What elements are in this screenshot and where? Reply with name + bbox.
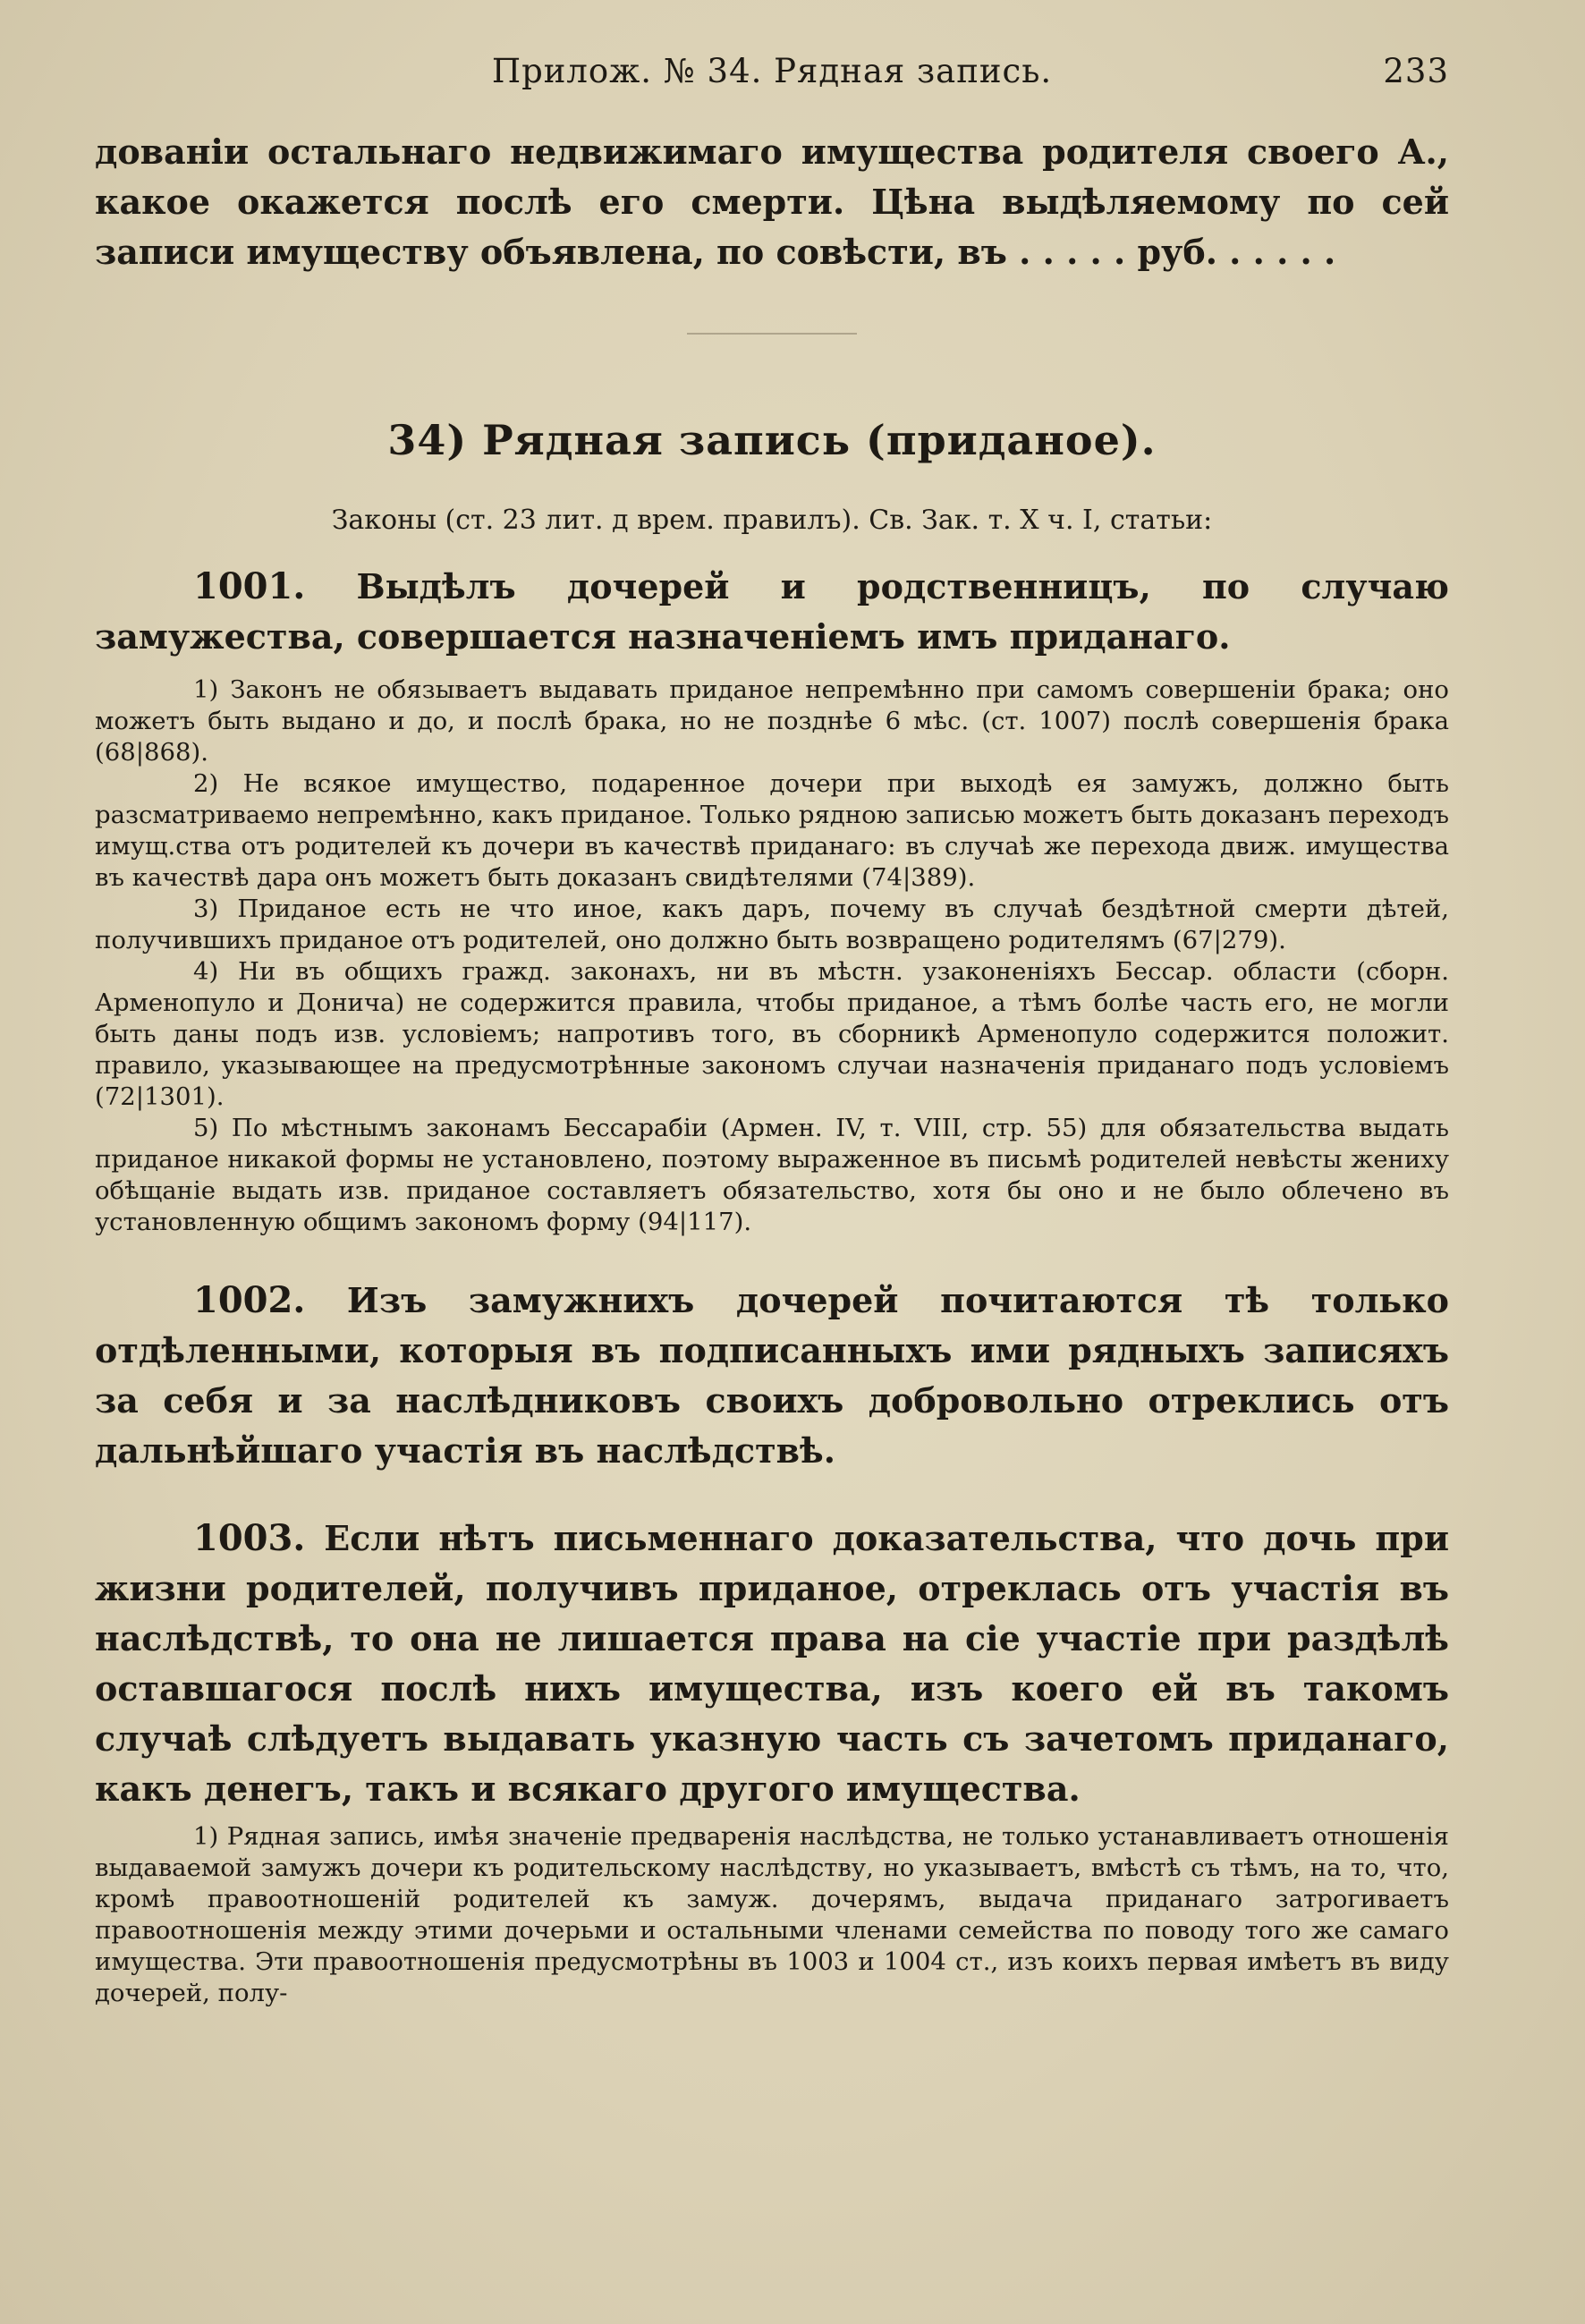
note-1: 1) Рядная запись, имѣя значеніе предваренія наслѣдства, не только устанавливаетъ отношенія выдаваемой замужъ дочери къ родительскому наслѣдству, но указываетъ, вмѣстѣ съ тѣмъ, на то, что, кромѣ правоотношеній родителей къ замуж. дочерямъ, выдача приданаго затрогиваетъ правоотношенія между этими дочерьми и остальными членами семейства по поводу того же самаго имущества. Эти правоотношенія предусмотрѣны въ 1003 и 1004 ст., изъ коихъ первая имѣетъ въ виду дочерей, полу-	[95, 1822, 1449, 2008]
article-notes	[95, 674, 1449, 1238]
article-text	[95, 562, 1449, 662]
page-content	[95, 47, 1449, 2009]
running-header	[95, 47, 1449, 109]
article-1001	[95, 562, 1449, 1238]
article-1003	[95, 1514, 1449, 2009]
article-notes	[95, 1821, 1449, 2009]
article-number: 1002.	[193, 1279, 306, 1322]
running-title: Прилож. № 34. Рядная запись.	[491, 52, 1053, 90]
section-title: 34) Рядная запись (приданое).	[387, 416, 1157, 464]
section-divider	[687, 333, 857, 335]
article-1002	[95, 1276, 1449, 1476]
article-body: Выдѣлъ дочерей и родственницъ, по случаю замужества, совершается назначеніемъ имъ приданаго.	[95, 566, 1449, 657]
note-1: 1) Законъ не обязываетъ выдавать приданое непремѣнно при самомъ совершеніи брака; оно можетъ быть выдано и до, и послѣ брака, но не позднѣе 6 мѣс. (ст. 1007) послѣ совершенія брака (68|868).	[95, 675, 1449, 768]
note-2: 2) Не всякое имущество, подаренное дочери при выходѣ ея замужъ, должно быть разсматриваемо непремѣнно, какъ приданое. Только рядною записью можетъ быть доказанъ переходъ имущ.ства отъ родителей къ дочери въ качествѣ приданаго: въ случаѣ же перехода движ. имущества въ качествѣ дара онъ можетъ быть доказанъ свидѣтелями (74|389).	[95, 769, 1449, 893]
article-text	[95, 1276, 1449, 1476]
intro-paragraph: дованіи остальнаго недвижимаго имущества родителя своего А., какое окажется послѣ его смерти. Цѣна выдѣляемому по сей записи имуществу объявлена, по совѣсти, въ . . . . . руб. . . . . .	[95, 131, 1449, 272]
laws-reference: Законы (ст. 23 лит. д врем. правилъ). Св. Зак. т. X ч. I, статьи:	[331, 505, 1213, 537]
page-number: 233	[1383, 52, 1449, 90]
article-body: Изъ замужнихъ дочерей почитаются тѣ только отдѣленными, которыя въ подписанныхъ ими рядныхъ записяхъ за себя и за наслѣдниковъ своихъ добровольно отреклись отъ дальнѣйшаго участія въ наслѣдствѣ.	[95, 1280, 1449, 1472]
article-body: Если нѣтъ письменнаго доказательства, что дочь при жизни родителей, получивъ приданое, отреклась отъ участія въ наслѣдствѣ, то она не лишается права на сіе участіе при раздѣлѣ оставшагося послѣ нихъ имущества, изъ коего ей въ такомъ случаѣ слѣдуетъ выдавать указную часть съ зачетомъ приданаго, какъ денегъ, такъ и всякаго другого имущества.	[95, 1518, 1449, 1810]
article-text	[95, 1514, 1449, 1814]
note-3: 3) Приданое есть не что иное, какъ даръ, почему въ случаѣ бездѣтной смерти дѣтей, получившихъ приданое отъ родителей, оно должно быть возвращено родителямъ (67|279).	[95, 895, 1449, 955]
note-4: 4) Ни въ общихъ гражд. законахъ, ни въ мѣстн. узаконеніяхъ Бессар. области (сборн. Арменопуло и Донича) не содержится правила, чтобы приданое, а тѣмъ болѣе часть его, не могли быть даны подъ изв. условіемъ; напротивъ того, въ сборникѣ Арменопуло содержится положит. правило, указывающее на предусмотрѣнные закономъ случаи назначенія приданаго подъ условіемъ (72|1301).	[95, 957, 1449, 1112]
article-number: 1001.	[193, 565, 306, 608]
note-5: 5) По мѣстнымъ законамъ Бессарабіи (Армен. IV, т. VIII, стр. 55) для обязательства выдать приданое никакой формы не установлено, поэтому выраженное въ письмѣ родителей невѣсты жениху обѣщаніе выдать изв. приданое составляетъ обязательство, хотя бы оно и не было облечено въ установленную общимъ закономъ форму (94|117).	[95, 1114, 1449, 1237]
article-number: 1003.	[193, 1517, 306, 1560]
